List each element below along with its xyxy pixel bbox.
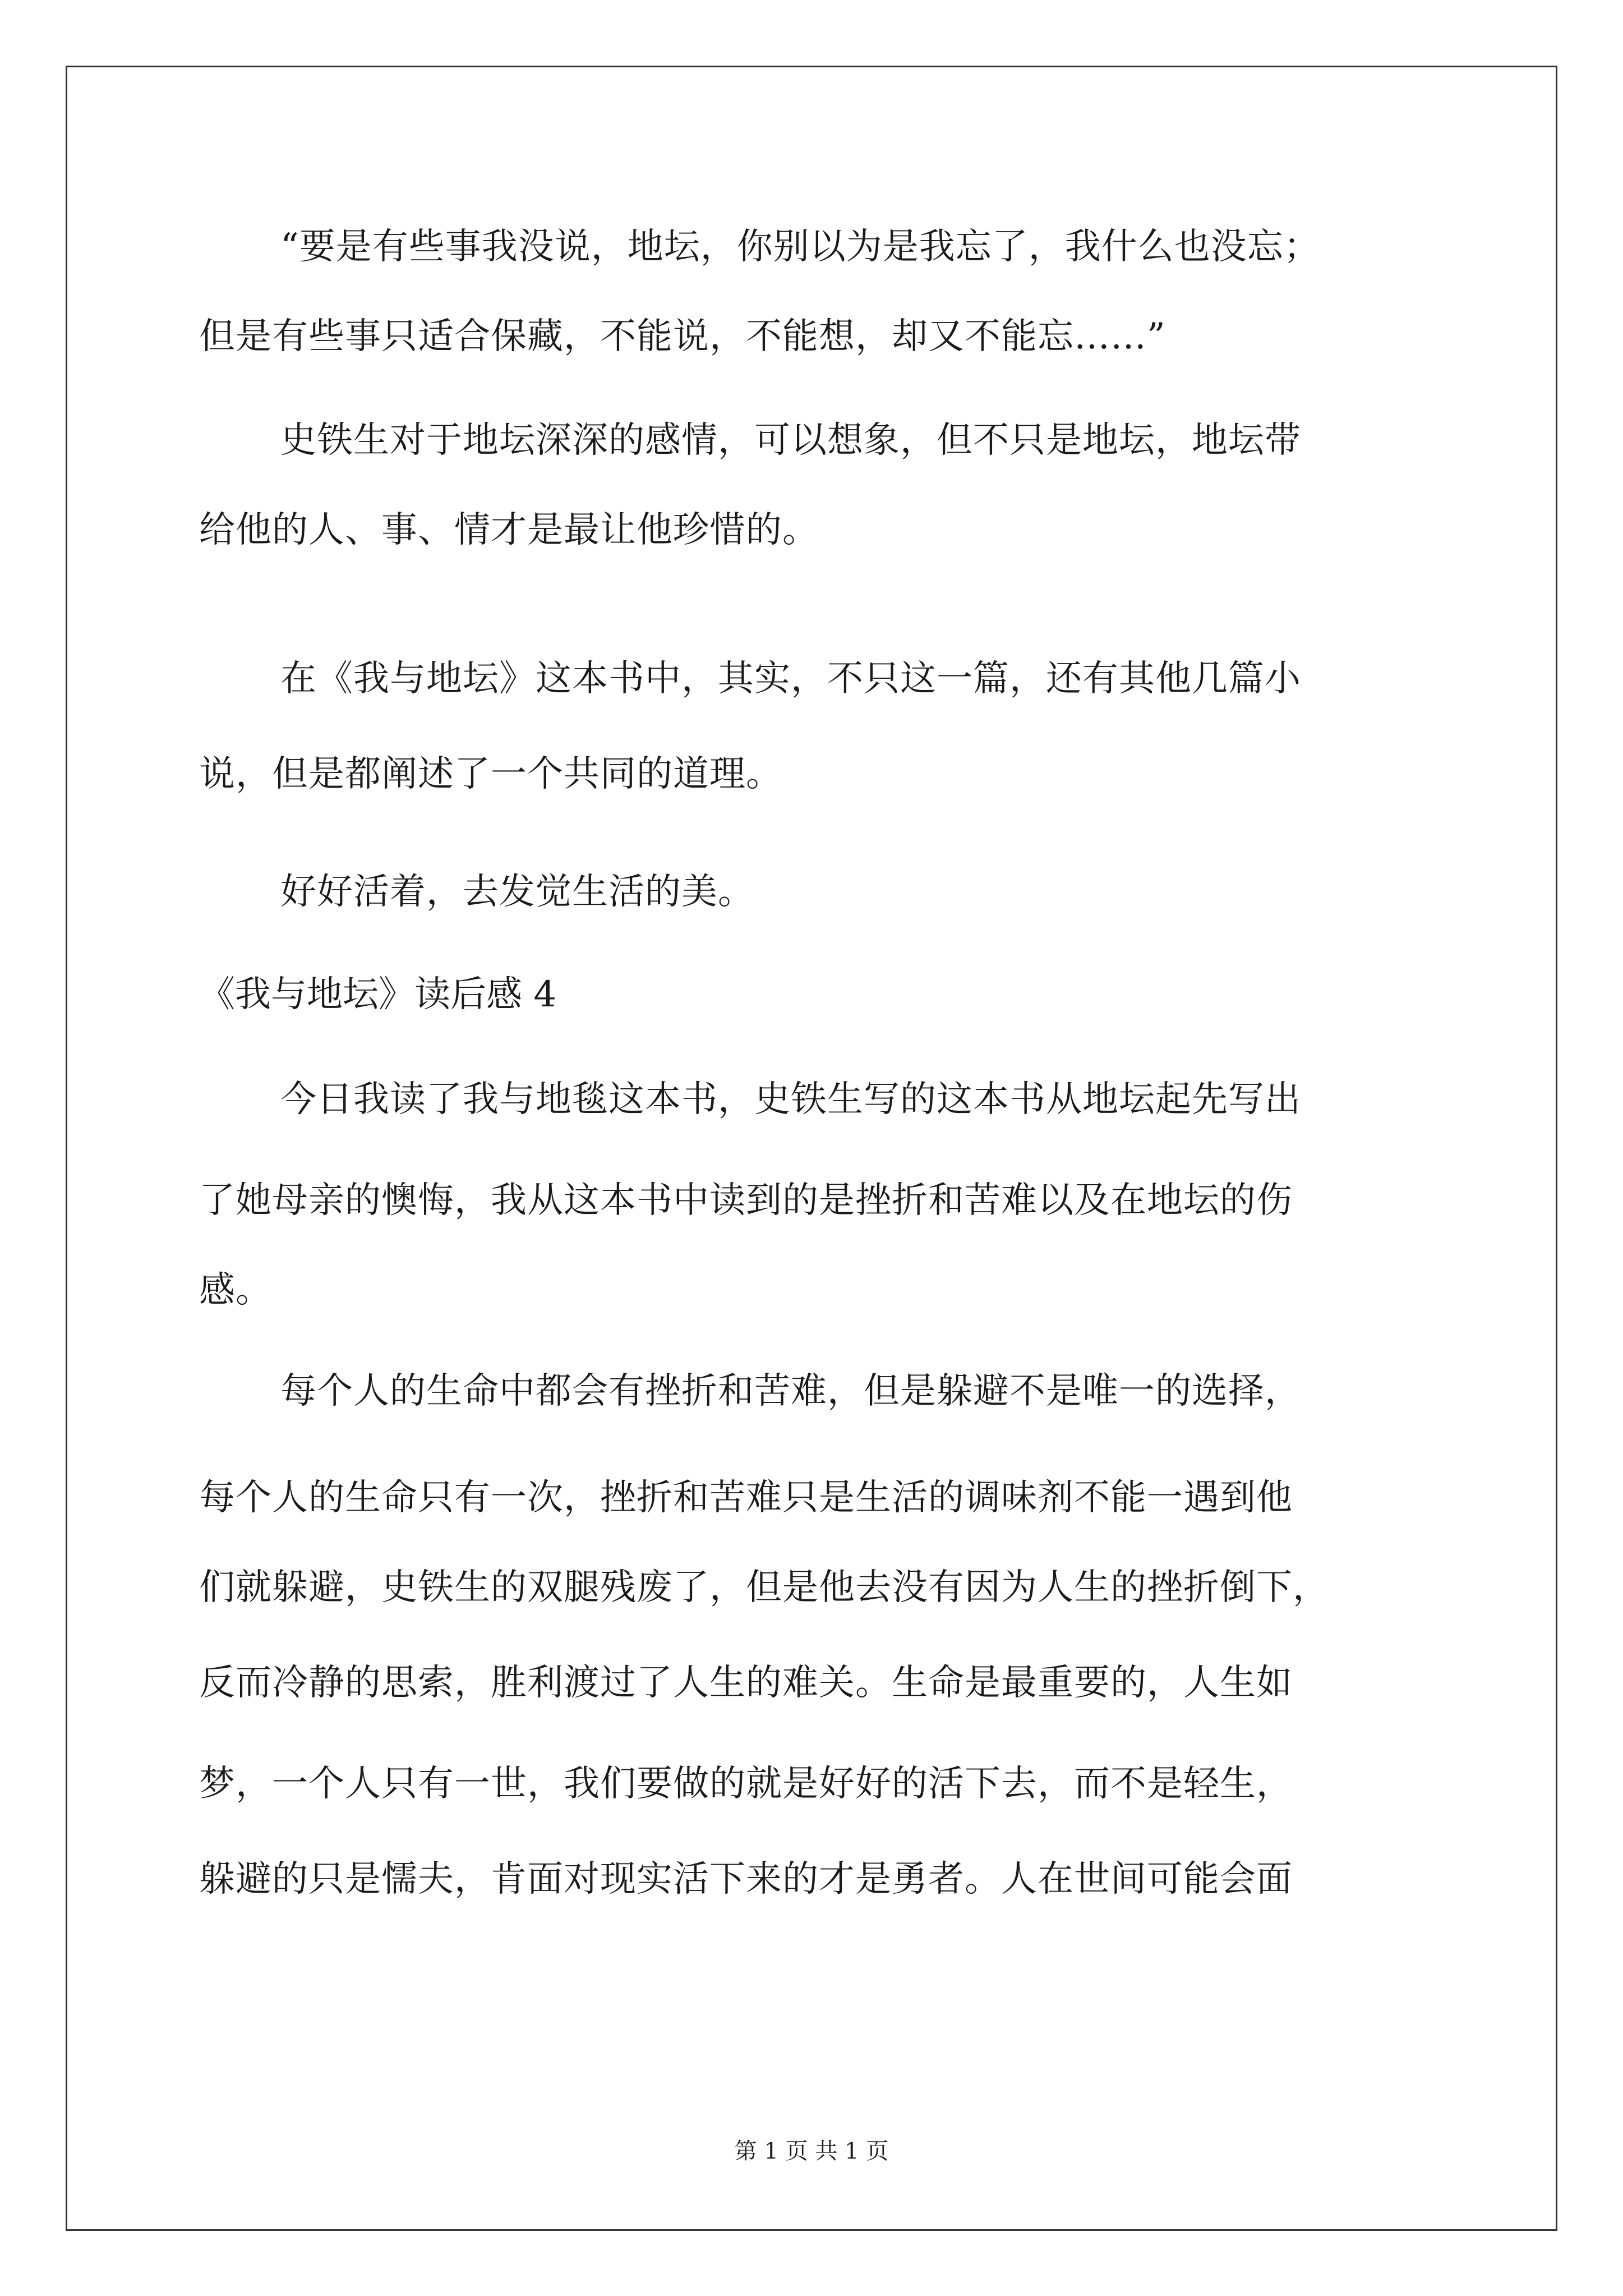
page-border [66, 66, 1557, 2231]
text-line: 们就躲避，史铁生的双腿残废了，但是他去没有因为人生的挫折倒下， [199, 1567, 1329, 1608]
text-line: 每个人的生命中都会有挫折和苦难，但是躲避不是唯一的选择， [280, 1370, 1301, 1412]
text-line: 感。 [199, 1269, 272, 1311]
text-line: 反而冷静的思索，胜利渡过了人生的难关。生命是最重要的，人生如 [199, 1662, 1293, 1704]
text-line: 但是有些事只适合保藏，不能说，不能想，却又不能忘……” [199, 316, 1166, 357]
text-line: “要是有些事我没说，地坛，你别以为是我忘了，我什么也没忘； [280, 226, 1320, 268]
text-line: 梦，一个人只有一世，我们要做的就是好好的活下去，而不是轻生， [199, 1763, 1293, 1805]
page-footer: 第 1 页 共 1 页 [734, 2138, 889, 2164]
text-line: 好好活着，去发觉生活的美。 [280, 871, 754, 913]
text-line: 今日我读了我与地毯这本书，史铁生写的这本书从地坛起先写出 [280, 1079, 1301, 1120]
section-heading: 《我与地坛》读后感 4 [199, 974, 557, 1015]
text-line: 给他的人、事、情才是最让他珍惜的。 [199, 509, 819, 551]
text-line: 史铁生对于地坛深深的感情，可以想象，但不只是地坛，地坛带 [280, 420, 1301, 461]
text-line: 躲避的只是懦夫，肯面对现实活下来的才是勇者。人在世间可能会面 [199, 1858, 1293, 1900]
text-line: 在《我与地坛》这本书中，其实，不只这一篇，还有其他几篇小 [280, 658, 1301, 700]
text-line: 说，但是都阐述了一个共同的道理。 [199, 753, 782, 795]
text-line: 了她母亲的懊悔，我从这本书中读到的是挫折和苦难以及在地坛的伤 [199, 1180, 1293, 1221]
text-line: 每个人的生命只有一次，挫折和苦难只是生活的调味剂不能一遇到他 [199, 1477, 1293, 1519]
